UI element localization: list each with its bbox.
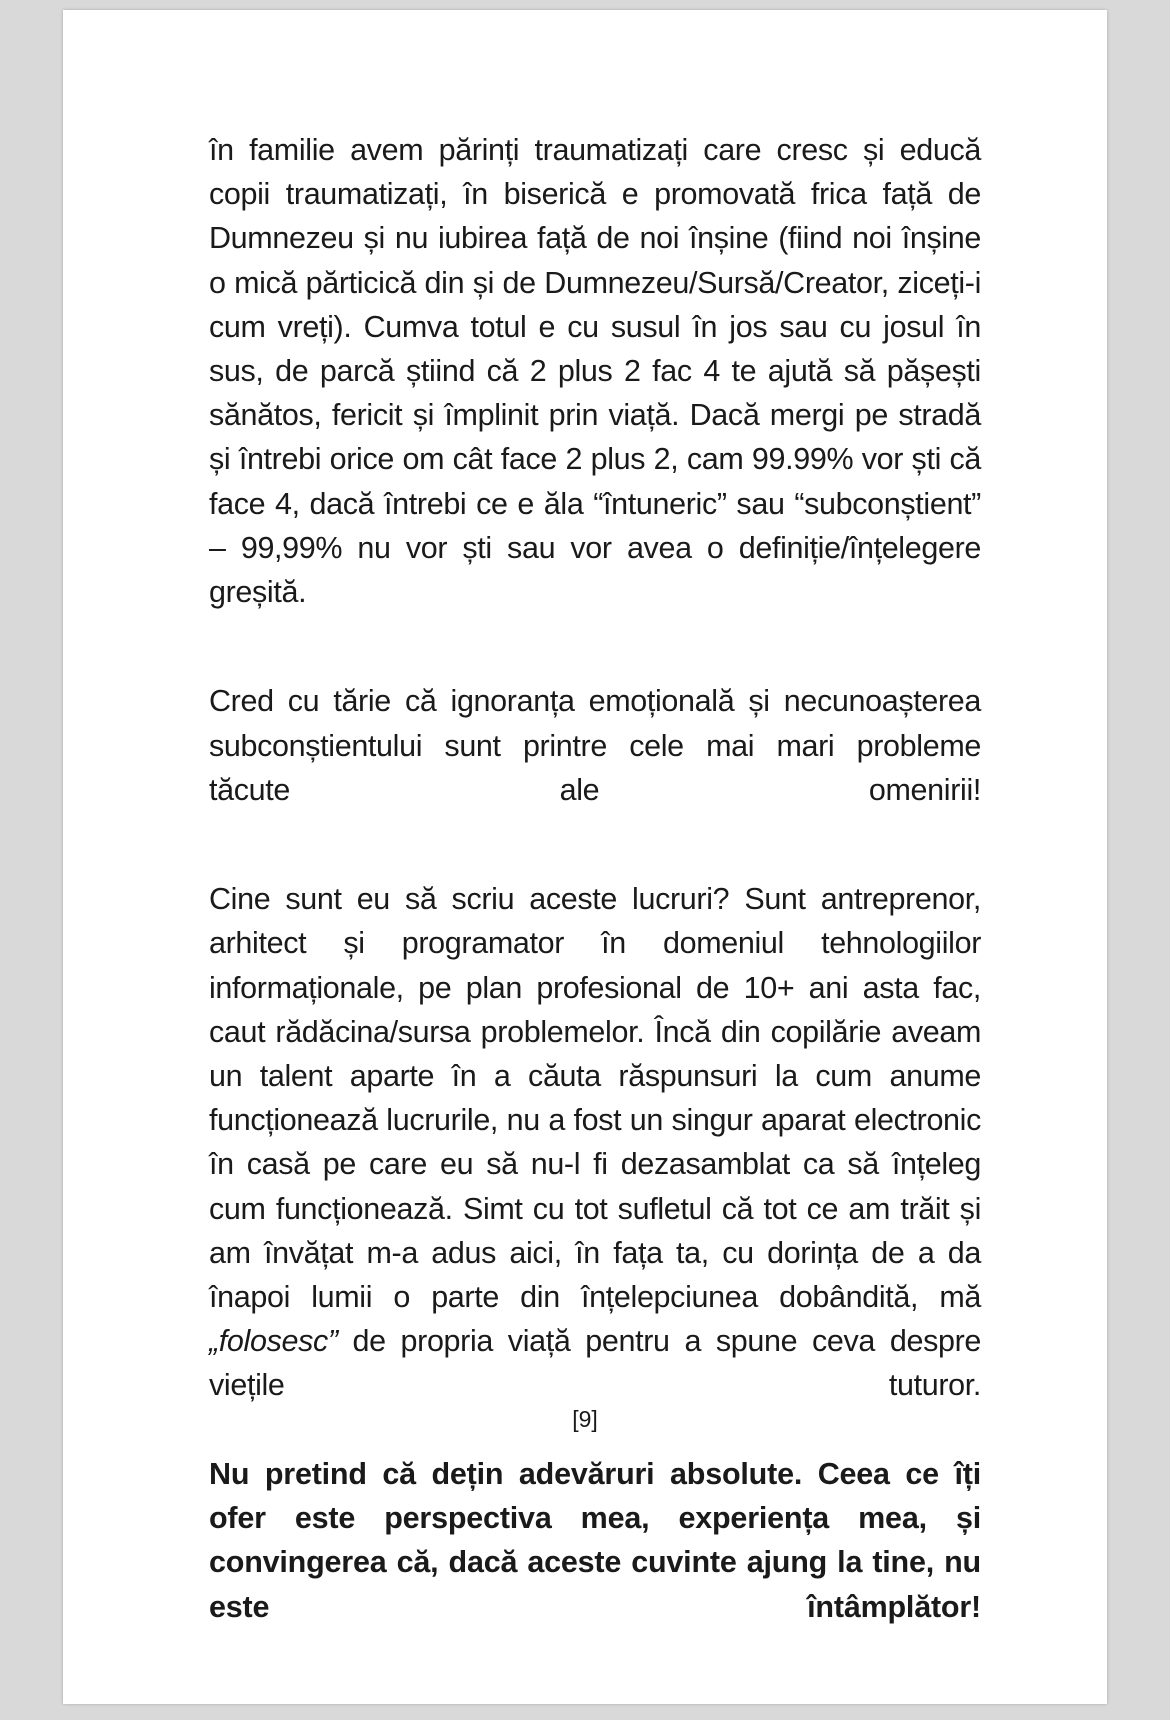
page-number: [9] xyxy=(572,1406,598,1432)
paragraph-3-tail-text: de propria viață pentru a spune ceva despre viețile tuturor. xyxy=(209,1324,981,1403)
body-paragraph-1: în familie avem părinți traumatizați care cresc și educă copii traumatizați, în biserică e promovată frica față de Dumnezeu și nu iubirea față de noi înșine (fiind noi înșine o mică părticică din și de Dumnezeu/Sursă/Creator, ziceți-i cum vreți). Cumva totul e cu susul în jos sau cu josul în sus, de parcă știind că 2 plus 2 fac 4 te ajută să pășești sănătos, fericit și împlinit prin viață. Dacă mergi pe stradă și întrebi orice om cât face 2 plus 2, cam 99.99% vor ști că face 4, dacă întrebi ce e ăla “întuneric” sau “subconștient” – 99,99% nu vor ști sau vor avea o definiție/înțelegere greșită. xyxy=(209,133,981,610)
emphasized-word-folosesc: „folosesc” xyxy=(209,1324,338,1359)
body-paragraph-4-bold-statement: Nu pretind că dețin adevăruri absolute. Ceea ce îți ofer este perspectiva mea, experiența mea, și convingerea că, dacă aceste cuvinte ajung la tine, nu este întâmplător! xyxy=(209,1456,981,1624)
body-paragraph-3 xyxy=(209,877,981,1452)
page-body-text xyxy=(209,128,981,1673)
body-paragraph-2: Cred cu tărie că ignoranța emoțională și necunoașterea subconștientului sunt printre cele mai mari probleme tăcute ale omenirii! xyxy=(209,684,981,807)
document-page xyxy=(63,10,1107,1704)
paragraph-3-lead-text: Cine sunt eu să scriu aceste lucruri? Sunt antreprenor, arhitect și programator în domeniul tehnologiilor informaționale, pe plan profesional de 10+ ani asta fac, caut rădăcina/sursa problemelor. Încă din copilărie aveam un talent aparte în a căuta răspunsuri la cum anume funcționează lucrurile, nu a fost un singur aparat electronic în casă pe care eu să nu-l fi dezasamblat ca să înțeleg cum funcționează. Simt cu tot sufletul că tot ce am trăit și am învățat m-a adus aici, în fața ta, cu dorința de a da înapoi lumii o parte din înțelepciunea dobândită, mă xyxy=(209,882,981,1315)
